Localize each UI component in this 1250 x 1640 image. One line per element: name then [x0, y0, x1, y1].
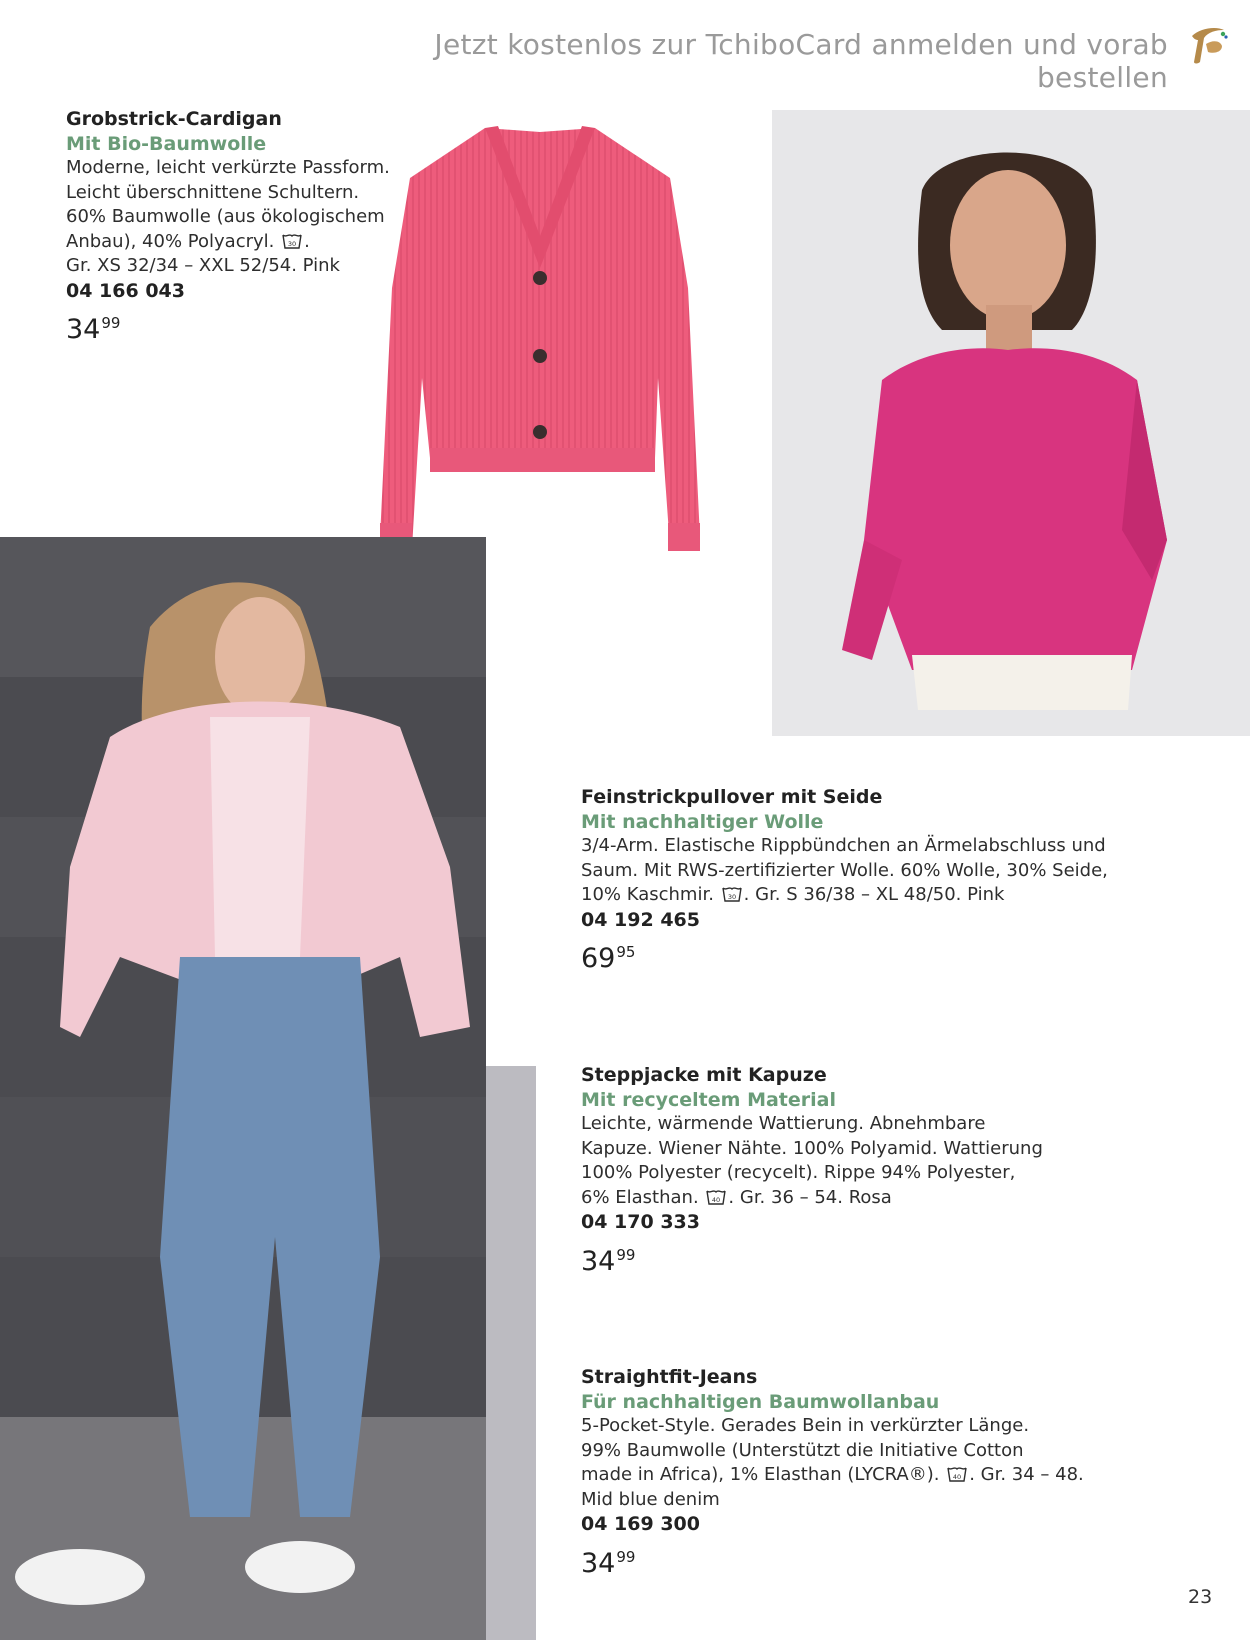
product-subtitle: Mit recyceltem Material — [581, 1088, 836, 1111]
wash-tub-icon — [706, 1189, 726, 1206]
product-description: 3/4-Arm. Elastische Rippbündchen an Ärmelabschluss und Saum. Mit RWS-zertifizierter Wolle. 60% Wolle, 30% Seide, 10% Kaschmir. 30 . Gr. S 36/38 – XL 48/50. Pink — [581, 835, 1108, 905]
header-promo-text: Jetzt kostenlos zur TchiboCard anmelden und vorab bestellen — [434, 28, 1168, 94]
article-number: 04 192 465 — [581, 908, 700, 931]
product-title: Grobstrick-Cardigan — [66, 108, 282, 130]
product-title: Straightfit-Jeans — [581, 1366, 758, 1388]
tchibo-logo-icon — [1186, 22, 1228, 66]
article-number: 04 166 043 — [66, 279, 185, 302]
price: $34^{99}$ — [581, 1245, 636, 1277]
product-steppjacke — [581, 1063, 1141, 1277]
price: $69^{95}$ — [581, 943, 636, 974]
wash-tub-icon — [282, 233, 302, 250]
svg-text:40: 40 — [712, 1195, 721, 1204]
product-description: Leichte, wärmende Wattierung. Abnehmbare Kapuze. Wiener Nähte. 100% Polyamid. Wattierung 100% Polyester (recycelt). Rippe 94% Polyester, 6% Elasthan. 40 . Gr. 36 – 54. Rosa — [581, 1113, 1043, 1208]
svg-text:30: 30 — [727, 893, 736, 901]
product-description: Moderne, leicht verkürzte Passform. Leicht überschnittene Schultern. 60% Baumwolle (aus ökologischem Anbau), 40% Polyacryl. 30 . Gr. XS 32/34 – XXL 52/54. Pink — [66, 157, 390, 276]
price: $34^{99}$ — [66, 314, 121, 345]
article-number: 04 169 300 — [581, 1513, 700, 1535]
product-title: Steppjacke mit Kapuze — [581, 1064, 827, 1086]
page-number: 23 — [1188, 1586, 1213, 1608]
article-number: 04 170 333 — [581, 1211, 700, 1233]
pullover-model-photo — [772, 110, 1250, 736]
product-cardigan — [66, 107, 396, 343]
product-title: Feinstrickpullover mit Seide — [581, 786, 883, 808]
price: $34^{99}$ — [581, 1547, 636, 1579]
product-description: 5-Pocket-Style. Gerades Bein in verkürzter Länge. 99% Baumwolle (Unterstützt die Initiative Cotton made in Africa), 1% Elasthan (LYCRA®). 40 . Gr. 34 – 48. Mid blue denim — [581, 1415, 1084, 1510]
product-pullover — [581, 785, 1141, 972]
product-jeans — [581, 1365, 1141, 1579]
svg-text:40: 40 — [953, 1473, 962, 1481]
wash-tub-icon — [722, 886, 742, 903]
product-subtitle: Mit Bio-Baumwolle — [66, 132, 267, 155]
product-subtitle: Mit nachhaltiger Wolle — [581, 810, 824, 833]
wash-tub-icon — [947, 1466, 967, 1483]
decorative-grey-bar — [486, 1066, 536, 1640]
cardigan-photo — [370, 118, 710, 596]
svg-text:30: 30 — [287, 239, 297, 248]
jacket-jeans-model-photo — [0, 537, 486, 1640]
product-subtitle: Für nachhaltigen Baumwollanbau — [581, 1390, 940, 1413]
